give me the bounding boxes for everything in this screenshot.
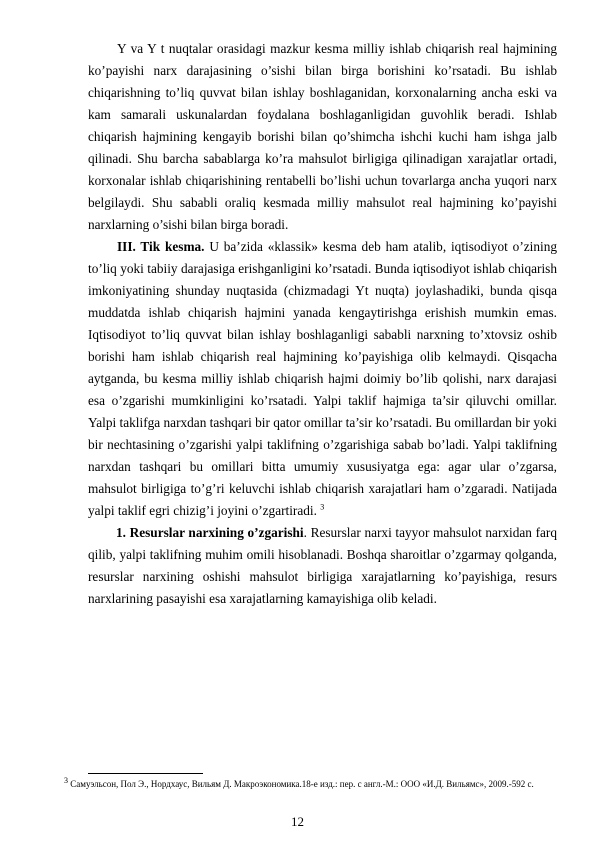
- footnote: [64, 777, 557, 793]
- page-number: 12: [291, 814, 304, 829]
- section-heading-vertical-segment: III. Tik kesma.: [117, 239, 205, 254]
- list-item-number: 1.: [116, 525, 126, 540]
- list-item-resource-prices: [88, 522, 557, 610]
- paragraph-vertical-segment-body: U ba’zida «klassik» kesma deb ham atalib, iqtisodiyot o’zining to’liq yoki tabiiy darajasiga erishganligini ko’rsatadi. Bunda iqtisodiyot ishlab chiqarish imkoniyatining shunday nuqtasida (chizmadagi Yt nuqta) joylashadiki, bunda qisqa muddatda ishlab chiqarish hajmini yanada kengaytirishga erishish mumkin emas. Iqtisodiyot to’liq quvvat bilan ishlay boshlaganligi sababli narxning to’xtovsiz oshib borishi ham ishlab chiqarish real hajmining ko’payishiga olib kelmaydi. Qisqacha aytganda, bu kesma milliy ishlab chiqarish hajmi doimiy bo’lib qolishi, narx darajasi esa o’zgarishi mumkinligini ko’rsatadi. Yalpi taklif hajmiga ta’sir qiluvchi omillar. Yalpi taklifga narxdan tashqari bir qator omillar ta’sir ko’rsatadi. Bu omillardan bir yoki bir nechtasining o’zgarishi yalpi taklifning o’zgarishiga sabab bo’ladi. Yalpi taklifning narxdan tashqari bu omillari bitta umumiy xususiyatga ega: agar ular o’zgarsa, mahsulot birligiga to’g’ri keluvchi ishlab chiqarish xarajatlari ham o’zgaradi. Natijada yalpi taklif egri chizig’i joyini o’zgartiradi.: [88, 239, 557, 518]
- list-item-heading: Resurslar narxining o’zgarishi: [129, 525, 304, 540]
- list-item-body: . Resurslar narxi tayyor mahsulot narxidan farq qilib, yalpi taklifning muhim omili hisoblanadi. Boshqa sharoitlar o’zgarmay qolganda, resurslar narxining oshishi mahsulot birligiga xarajatlarning ko’payishiga, resurs narxlarining pasayishi esa xarajatlarning kamayishiga olib keladi.: [88, 525, 557, 606]
- footnote-text: Самуэльсон, Пол Э., Нордхаус, Вильям Д. Макроэкономика.18-е изд.: пер. с англ.-М.: ООО «И.Д. Вильямс», 2009.-592 с.: [68, 779, 534, 789]
- footnote-reference[interactable]: 3: [320, 502, 325, 512]
- footnote-marker: 3: [64, 776, 68, 785]
- page-body: [88, 38, 557, 610]
- footnote-separator: [88, 773, 203, 774]
- paragraph-intermediate-segment: Y va Y t nuqtalar orasidagi mazkur kesma milliy ishlab chiqarish real hajmining ko’payishi narx darajasining o’sishi bilan birga borishini ko’rsatadi. Bu ishlab chiqarishning to’liq quvvat bilan ishlay boshlaganidan, korxonalarning ancha eski va kam samarali uskunalardan foydalana boshlaganligidan guvohlik beradi. Ishlab chiqarish hajmining kengayib borishi bilan qo’shimcha ishchi kuchi ham ishga jalb qilinadi. Shu barcha sabablarga ko’ra mahsulot birligiga qilinadigan xarajatlar ortadi, korxonalar ishlab chiqarishining rentabelli bo’lishi uchun tovarlarga ancha yuqori narx belgilaydi. Shu sababli oraliq kesmada milliy mahsulot real hajmining ko’payishi narxlarning o’sishi bilan birga boradi.: [88, 41, 557, 232]
- paragraph-vertical-segment: [88, 236, 557, 522]
